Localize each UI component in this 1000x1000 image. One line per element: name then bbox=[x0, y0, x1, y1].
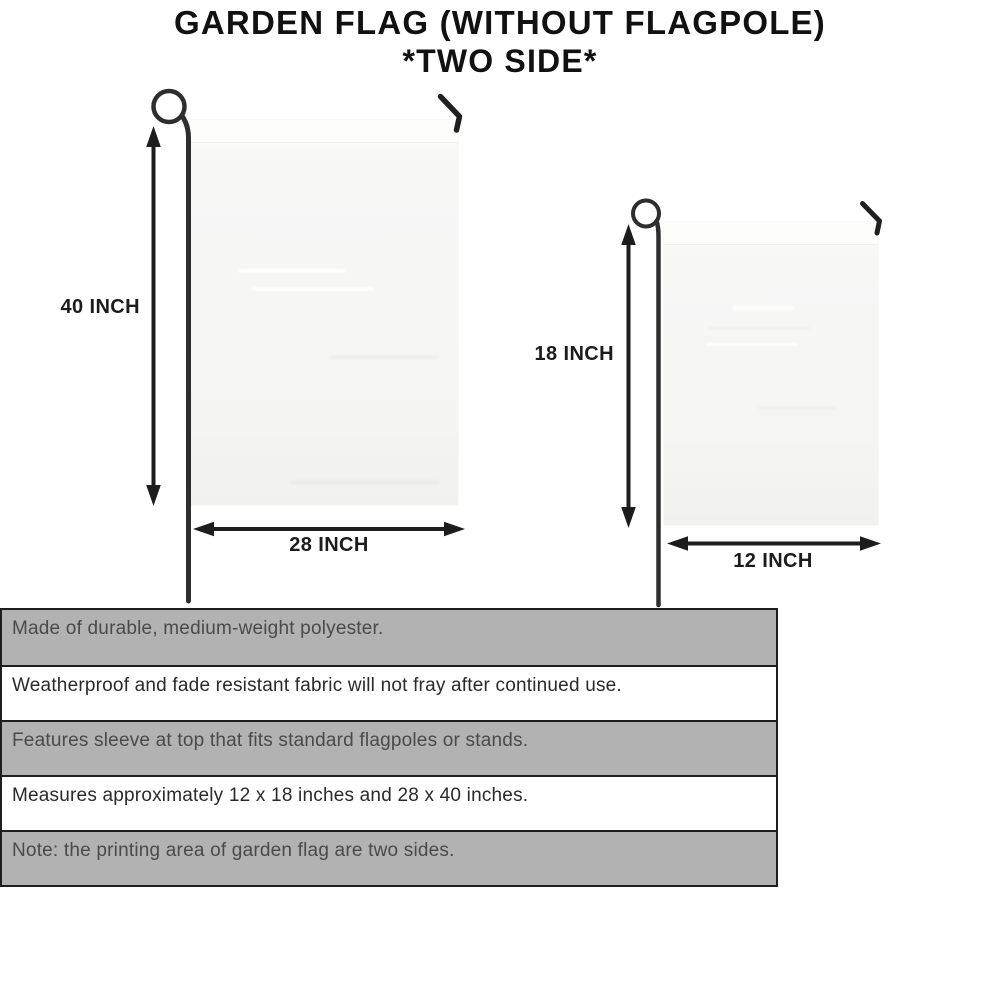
feature-row-note bbox=[2, 830, 776, 885]
fabric-crease bbox=[290, 480, 440, 485]
feature-text: Made of durable, medium-weight polyester. bbox=[12, 618, 384, 639]
fabric-crease bbox=[732, 306, 794, 310]
dimension-arrow-icon bbox=[621, 224, 636, 528]
flagpole-loop-icon bbox=[633, 201, 659, 227]
feature-text: Features sleeve at top that fits standard flagpoles or stands. bbox=[12, 730, 529, 751]
flagpole-rod-icon bbox=[657, 221, 659, 605]
large-flag-sleeve bbox=[190, 120, 458, 143]
fabric-crease bbox=[708, 326, 810, 330]
feature-text: Measures approximately 12 x 18 inches and 28 x 40 inches. bbox=[12, 785, 529, 806]
feature-row-sleeve bbox=[2, 720, 776, 775]
fabric-crease bbox=[252, 287, 374, 291]
large-flag-width-label: 28 INCH bbox=[289, 534, 369, 556]
page-subtitle: *TWO SIDE* bbox=[402, 43, 598, 79]
feature-text: Weatherproof and fade resistant fabric will not fray after continued use. bbox=[12, 675, 622, 696]
fabric-crease bbox=[758, 406, 836, 410]
page-title: GARDEN FLAG (WITHOUT FLAGPOLE) bbox=[174, 4, 826, 41]
large-flag bbox=[190, 120, 458, 505]
flagpole-rod-icon bbox=[182, 116, 189, 601]
small-flag-sleeve bbox=[664, 222, 878, 245]
small-flag bbox=[664, 222, 878, 525]
feature-row-measures bbox=[2, 775, 776, 830]
feature-text: Note: the printing area of garden flag are two sides. bbox=[12, 840, 455, 861]
feature-row-weatherproof bbox=[2, 665, 776, 720]
fabric-crease bbox=[330, 355, 440, 360]
dimension-arrow-icon bbox=[667, 536, 881, 550]
large-flag-height-label: 40 INCH bbox=[60, 296, 140, 318]
fabric-crease bbox=[238, 269, 346, 273]
feature-table bbox=[0, 608, 778, 887]
fabric-crease bbox=[706, 343, 798, 346]
small-flag-width-label: 12 INCH bbox=[733, 550, 813, 572]
flagpole-loop-icon bbox=[154, 91, 185, 122]
feature-row-material bbox=[2, 610, 776, 665]
dimension-arrow-icon bbox=[146, 126, 161, 506]
title-block bbox=[0, 4, 1000, 80]
small-flag-height-label: 18 INCH bbox=[534, 343, 614, 365]
